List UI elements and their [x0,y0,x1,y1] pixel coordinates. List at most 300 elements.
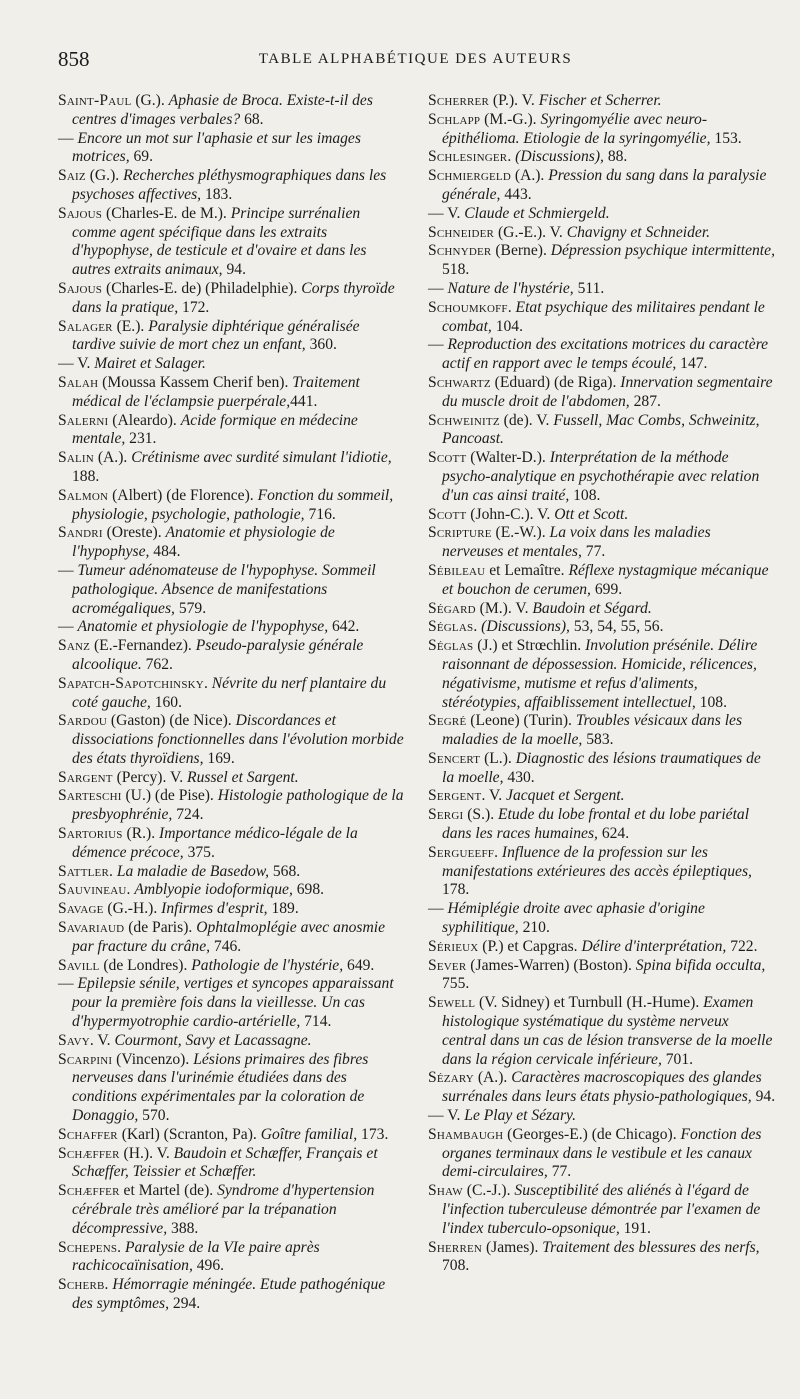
index-entry [428,111,776,149]
page-reference: 624. [597,825,630,843]
author-name: Salmon [58,486,109,504]
page-reference: 188. [72,467,100,485]
entry-details: . [473,618,482,636]
entry-details: (V. Sidney) et Turnbull (H.-Hume). [475,994,704,1012]
page-reference: 77. [581,543,606,561]
index-entry [428,299,776,337]
page-reference: 722. [726,937,758,955]
entry-details: (Aleardo). [108,411,181,429]
index-entry [58,374,406,412]
author-name: Sajous [58,279,103,297]
page-reference: 210. [518,919,550,937]
work-title: Le Play et Sézary. [464,1107,576,1125]
page-reference: 642. [328,618,360,636]
author-name: Sébileau [428,561,486,579]
index-entry [428,957,776,995]
work-title: Troubles vésicaux dans les maladies de la moelle, [442,712,743,749]
work-title: Importance médico-légale de la démence précoce, [72,825,358,861]
index-entry [428,1182,776,1238]
author-name: Schæffer [58,1182,120,1200]
index-entry [428,637,776,712]
index-entry [58,205,406,280]
index-entry [58,1276,406,1314]
entry-details: (Walter-D.). [466,449,550,467]
entry-details: (de Londres). [99,956,192,974]
entry-details: (M.-G.). [480,110,541,128]
author-name: Sever [428,956,467,974]
index-entry [58,524,406,562]
author-name: Savage [58,900,104,918]
entry-details: (Moussa Kassem Cherif ben). [98,373,293,391]
entry-details: — [428,336,448,354]
work-title: Baudoin et Schæffer, Français et Schæffer, Teissier et Schæffer. [72,1144,378,1181]
work-title: (Discussions), [481,618,570,636]
page-reference: 178. [442,881,470,899]
entry-details: (E.-Fernandez). [90,637,196,655]
index-entry [58,900,406,919]
work-title: Anatomie et physiologie de l'hypophyse, [72,524,335,561]
index-entry [428,336,776,374]
page-reference: 430. [503,768,535,786]
page-reference: 160. [150,693,182,711]
work-title: Discordances et dissociations fonctionnelles dans l'évolution morbide des états thyroïdiens, [72,712,404,767]
author-name: Sapatch-Sapotchinsky [58,674,204,692]
running-title: TABLE ALPHABÉTIQUE DES AUTEURS [258,51,573,67]
author-name: Sardou [58,712,107,730]
work-title: Pathologie de l'hystérie, [191,956,344,974]
entry-details: (James-Warren) (Boston). [466,956,636,974]
work-title: Acide formique en médecine mentale, [72,411,358,448]
author-name: Séglas [428,637,474,655]
index-entry [428,449,776,505]
page-reference: 568. [268,862,301,880]
work-title: Crétinisme avec surdité simulant l'idiotie, [131,449,392,467]
work-title: Caractères macroscopiques des glandes surrénales dans leurs états physio-pathologiques, [442,1069,762,1106]
index-entry [428,618,776,637]
index-entry [428,224,776,243]
author-name: Scherb [58,1276,105,1294]
left-column [58,92,406,1314]
entry-details: et Martel (de). [119,1182,218,1200]
work-title: Fischer et Scherrer. [538,92,662,109]
author-name: Savariaud [58,919,125,937]
index-entry [58,1051,406,1126]
author-name: Sattler [58,862,110,880]
work-title: Goître familial, [260,1125,358,1143]
author-name: Schepens [58,1238,118,1256]
entry-details: (Charles-E. de M.). [102,204,231,222]
entry-details: . [126,881,135,899]
page-reference: 583. [582,731,614,749]
work-title: Délire d'interprétation, [581,937,727,955]
work-title: La voix dans les maladies nerveuses et mentales, [442,524,711,561]
entry-details: (G.). [85,167,124,185]
author-name: Sarteschi [58,787,122,805]
work-title: La maladie de Basedow, [116,862,269,880]
work-title: Anatomie et physiologie de l'hypophyse, [77,618,329,636]
work-title: Susceptibilité des aliénés à l'égard de l'infection tuberculeuse démontrée par l'examen de l'index tuberculo-opsonique, [442,1182,761,1237]
author-name: Schaffer [58,1125,118,1143]
entry-details: (James). [482,1238,543,1256]
index-entry [58,1182,406,1238]
work-title: Pseudo-paralysie générale alcoolique. [72,637,364,673]
entry-details: (Georges-E.) (de Chicago). [503,1125,681,1143]
entry-details: . [109,862,117,880]
author-name: Saiz [58,167,86,185]
entry-details: — V. [58,355,95,373]
entry-details: . V. [481,787,507,805]
entry-details: (P.). V. [489,92,539,109]
page-reference: 183. [201,185,233,203]
work-title: Chavigny et Schneider. [566,223,711,241]
author-name: Sencert [428,749,481,767]
work-title: Dépression psychique intermittente, [550,242,775,260]
entry-details: (Charles-E. de) (Philadelphie). [102,279,302,297]
author-name: Sanz [58,637,91,655]
index-entry [428,900,776,938]
index-entry [428,280,776,299]
page-header [58,47,773,71]
work-title: Innervation segmentaire du muscle droit de l'abdomen, [442,373,773,410]
index-columns [58,92,776,1314]
entry-details: . [507,148,516,166]
page-reference: 360. [305,336,337,354]
index-entry [58,957,406,976]
author-name: Schæffer [58,1144,120,1162]
index-entry [58,1239,406,1277]
page-reference: 153. [710,129,742,147]
page-reference: 698. [292,881,325,899]
page-reference: 108. [569,486,601,504]
entry-details: . [104,1276,113,1294]
entry-details: (J.) et Strœchlin. [473,637,586,655]
index-entry [428,1107,776,1126]
work-title: Encore un mot sur l'aphasie et sur les images motrices, [72,129,361,166]
author-name: Salah [58,373,99,391]
page-reference: 755. [442,975,470,993]
entry-details: (E.-W.). [491,524,550,542]
index-entry [428,1069,776,1107]
author-name: Schneider [428,223,495,241]
index-entry [58,280,406,318]
work-title: Paralysie de la VIe paire après rachicocaïnisation, [72,1238,320,1275]
entry-details: et Lemaître. [485,561,569,579]
page-reference: 69. [129,148,153,166]
page-reference: 511. [573,279,605,297]
author-name: Sherren [428,1238,483,1256]
work-title: Infirmes d'esprit, [161,900,268,918]
entry-details: (R.). [122,825,160,843]
index-entry [428,205,776,224]
index-entry [58,318,406,356]
entry-details: (S.). [463,806,498,824]
entry-details: (Leone) (Turin). [466,712,576,730]
index-entry [428,750,776,788]
entry-details: (H.). V. [119,1144,174,1162]
author-name: Scherrer [428,92,490,109]
page-reference: 94. [222,261,246,279]
page-reference: 724. [172,806,204,824]
entry-details: (Eduard) (de Riga). [490,373,621,391]
entry-details: . [494,843,502,861]
work-title: Claude et Schmiergeld. [464,204,610,222]
work-title: Etude du lobe frontal et du lobe pariétal dans les races humaines, [442,806,750,843]
entry-details: (Albert) (de Florence). [108,486,258,504]
index-entry [58,881,406,900]
entry-details: (P.) et Capgras. [478,937,582,955]
index-entry [428,1239,776,1277]
author-name: Sauvineau [58,881,127,899]
work-title: Histologie pathologique de la presbyophrénie, [72,787,404,824]
page-reference: 375. [183,843,215,861]
page-reference: 701. [661,1050,694,1068]
page-reference: 649. [343,956,375,974]
page-reference: 287. [629,392,661,410]
author-name: Schmiergeld [428,167,511,185]
entry-details: — V. [428,1107,465,1125]
page-reference: 68. [240,110,264,128]
work-title: Fonction du sommeil, physiologie, psychologie, pathologie, [72,486,394,523]
work-title: Hémorragie méningée. Etude pathogénique des symptômes, [72,1276,386,1312]
index-entry [428,562,776,600]
entry-details: (U.) (de Pise). [121,787,218,805]
entry-details: (de). V. [499,411,554,429]
index-entry [428,600,776,619]
author-name: Sewell [428,994,476,1012]
page-reference: 762. [141,655,173,673]
index-entry [428,787,776,806]
work-title: Spina bifida occulta, [635,956,766,974]
author-name: Sandri [58,524,103,542]
work-title: Hémiplégie droite avec aphasie d'origine syphilitique, [442,900,705,937]
page-number: 858 [58,47,90,71]
index-entry [58,562,406,618]
work-title: Fonction des organes terminaux dans le vestibule et les canaux demi-circulaires, [442,1125,762,1181]
page-reference: 88. [603,148,628,166]
author-name: Scott [428,449,467,467]
index-entry [58,130,406,168]
entry-details: (L.). [480,749,516,767]
work-title: Corps thyroïde dans la pratique, [72,279,395,316]
author-name: Savill [58,956,100,974]
page-reference: 173. [357,1125,389,1143]
page-reference: 570. [138,1107,170,1125]
page-reference: 53, 54, 55, 56. [569,618,664,636]
work-title: Tumeur adénomateuse de l'hypophyse. Sommeil pathologique. Absence de manifestations acromégaliques, [72,561,376,617]
index-entry [428,712,776,750]
entry-details: (Oreste). [102,524,166,542]
entry-details: — V. [428,204,465,222]
work-title: Recherches pléthysmographiques dans les psychoses affectives, [72,167,387,203]
index-entry [428,412,776,450]
author-name: Sézary [428,1069,474,1087]
work-title: Involution présénile. Délire raisonnant de dépossession. Homicide, rélicences, négativisme, mutisme et refus d'aliments, stéréotypies, affaiblissement intellectuel, [442,637,758,711]
work-title: Examen histologique systématique du système nerveux central dans un cas de lésion transverse de la moelle dans la région cervicale inférieure, [442,994,773,1068]
work-title: Fussell, Mac Combs, Schweinitz, Pancoast. [442,411,760,448]
work-title: Syringomyélie avec neuro-épithélioma. Etiologie de la syringomyélie, [442,110,711,147]
entry-details: . [117,1238,125,1256]
index-entry [428,92,776,111]
page-reference: 496. [192,1257,225,1275]
entry-details: (A.). [93,449,132,467]
work-title: Syndrome d'hypertension cérébrale très amélioré par la trépanation décompressive, [72,1182,375,1237]
author-name: Salin [58,449,94,467]
index-entry [58,449,406,487]
work-title: Diagnostic des lésions traumatiques de la moelle, [442,749,761,786]
work-title: Nature de l'hystérie, [447,279,574,297]
author-name: Schlesinger [428,148,508,166]
author-name: Schlapp [428,110,481,128]
work-title: Ott et Scott. [554,505,629,523]
right-column [428,92,776,1314]
author-name: Ségard [428,599,476,617]
author-name: Saint-Paul [58,92,132,109]
index-entry [428,374,776,412]
page-reference: 443. [500,185,532,203]
entry-details: (Karl) (Scranton, Pa). [117,1125,261,1143]
page-reference: 191. [619,1219,651,1237]
work-title: (Discussions), [515,148,604,166]
index-entry [58,1145,406,1183]
index-entry [58,769,406,788]
work-title: Réflexe nystagmique mécanique et bouchon de cerumen, [442,561,769,598]
index-entry [58,618,406,637]
page-reference: 169. [203,749,235,767]
index-entry [58,487,406,525]
entry-details: — [58,561,78,579]
author-name: Sérieux [428,937,479,955]
page-reference: 441. [290,392,318,410]
entry-details: (Gaston) (de Nice). [107,712,236,730]
index-entry [58,167,406,205]
index-entry [428,938,776,957]
work-title: Névrite du nerf plantaire du coté gauche, [72,674,387,711]
entry-details: — [58,618,78,636]
work-title: Aphasie de Broca. Existe-t-il des centres d'images verbales? [72,92,373,128]
work-title: Reproduction des excitations motrices du caractère actif en rapport avec le temps écoulé, [442,336,769,373]
work-title: Principe surrénalien comme agent spécifique dans les extraits d'hypophyse, de testicule et d'ovaire et dans les autres extraits animaux, [72,204,367,279]
entry-details: (Vincenzo). [112,1050,194,1068]
work-title: Mairet et Salager. [94,355,206,373]
page-reference: 108. [695,693,727,711]
author-name: Schnyder [428,242,492,260]
page-reference: 294. [169,1295,201,1312]
index-entry [58,712,406,768]
work-title: Lésions primaires des fibres nerveuses dans l'urinémie étudiées dans des conditions expérimentales par la coloration de Donaggio, [72,1050,369,1125]
page-reference: 746. [210,937,242,955]
author-name: Scripture [428,524,492,542]
index-entry [428,148,776,167]
page-reference: 231. [125,430,157,448]
work-title: Traitement médical de l'éclampsie puerpérale, [72,373,360,410]
index-entry [58,1032,406,1051]
entry-details: (Berne). [491,242,551,260]
author-name: Sergi [428,806,464,824]
work-title: Amblyopie iodoformique, [134,881,293,899]
work-title: Russel et Sargent. [187,768,299,786]
page-reference: 579. [174,599,207,617]
author-name: Segré [428,712,467,730]
index-entry [58,919,406,957]
work-title: Courmont, Savy et Lacassagne. [114,1031,312,1049]
author-name: Sergent [428,787,482,805]
index-entry [428,524,776,562]
entry-details: (John-C.). V. [466,505,555,523]
work-title: Baudoin et Ségard. [532,599,652,617]
page-reference: 189. [267,900,299,918]
entry-details: (E.). [112,317,149,335]
entry-details: — [428,900,448,918]
author-name: Séglas [428,618,474,636]
index-entry [58,1126,406,1145]
page-reference: 94. [751,1088,776,1106]
entry-details: (C.-J.). [462,1182,515,1200]
index-entry [428,844,776,900]
page-reference: 484. [149,543,181,561]
author-name: Schweinitz [428,411,500,429]
author-name: Salerni [58,411,109,429]
index-entry [428,806,776,844]
author-name: Sargent [58,768,113,786]
entry-details: (G.-H.). [103,900,162,918]
work-title: Jacquet et Sergent. [506,787,625,805]
author-name: Sergueeff [428,843,495,861]
entry-details: . [507,298,516,316]
entry-details: — [428,279,448,297]
work-title: Pression du sang dans la paralysie générale, [442,167,767,203]
entry-details: (A.). [510,167,549,185]
page-reference: 388. [167,1219,199,1237]
author-name: Shaw [428,1182,463,1200]
page-reference: 518. [442,261,470,279]
page-reference: 716. [304,505,336,523]
index-entry [58,637,406,675]
work-title: Paralysie diphtérique généralisée tardive suivie de mort chez un enfant, [72,317,360,354]
index-entry [58,355,406,374]
author-name: Sajous [58,204,103,222]
work-title: Etat psychique des militaires pendant le combat, [442,298,765,335]
index-entry [58,675,406,713]
work-title: Traitement des blessures des nerfs, [542,1238,760,1256]
index-entry [58,412,406,450]
work-title: Ophtalmoplégie avec anosmie par fracture du crâne, [72,919,386,955]
index-entry [58,863,406,882]
entry-details: — [58,975,78,993]
entry-details: (G.-E.). V. [494,223,567,241]
index-entry [58,825,406,863]
index-entry [428,242,776,280]
author-name: Salager [58,317,113,335]
page-reference: 708. [442,1257,470,1275]
entry-details: — [58,129,78,147]
page-reference: 699. [590,580,623,598]
entry-details: (M.). V. [475,599,533,617]
author-name: Savy [58,1031,90,1049]
page-reference: 104. [491,317,523,335]
entry-details: (A.). [473,1069,512,1087]
work-title: Epilepsie sénile, vertiges et syncopes apparaissant pour la première fois dans la vieillesse. Un cas d'hypermyotrophie cardio-artérielle, [72,975,394,1031]
author-name: Scott [428,505,467,523]
author-name: Shambaugh [428,1125,504,1143]
author-name: Schoumkoff [428,298,508,316]
author-name: Schwartz [428,373,491,391]
page-reference: 714. [300,1013,332,1031]
author-name: Sartorius [58,825,123,843]
index-entry [428,994,776,1069]
index-entry [428,1126,776,1182]
entry-details: (Percy). V. [112,768,188,786]
index-entry [428,167,776,205]
